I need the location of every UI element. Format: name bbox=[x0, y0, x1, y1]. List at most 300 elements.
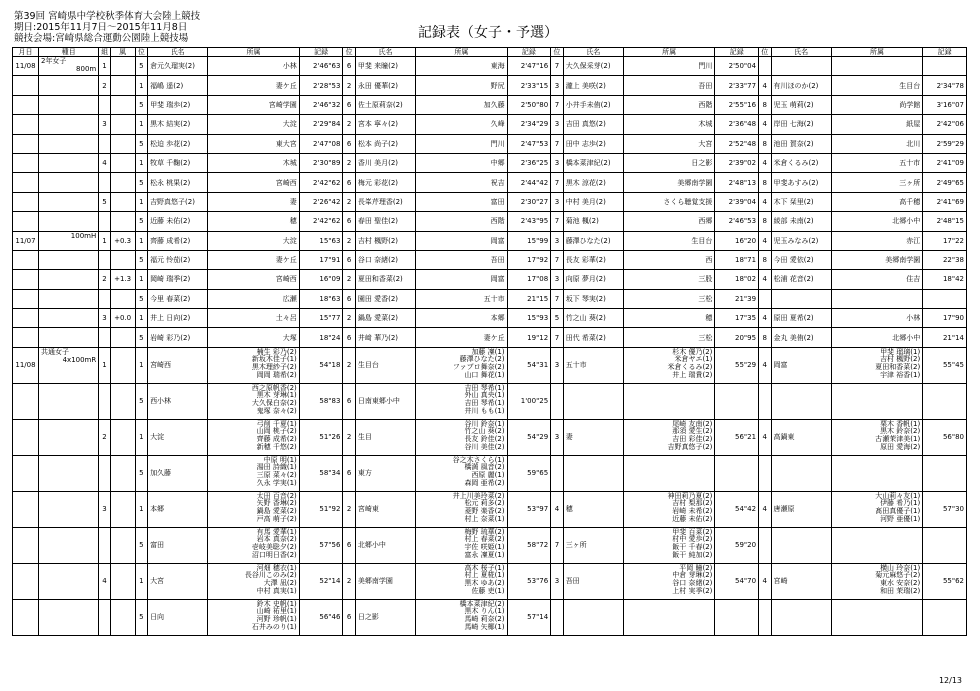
relay-row bbox=[13, 563, 967, 599]
relay-row bbox=[13, 491, 967, 527]
athlete-name: 吉村 楓野(2) bbox=[355, 231, 415, 250]
relay-member: 岩本 真奈(2) bbox=[256, 535, 297, 544]
athlete-name: 園田 愛香(2) bbox=[355, 289, 415, 308]
school-name: 小林 bbox=[208, 57, 299, 76]
record-cell: 58"34 bbox=[299, 455, 343, 491]
school-name: 妻ケ丘 bbox=[208, 250, 299, 269]
event-cell bbox=[38, 419, 98, 455]
team-members bbox=[208, 419, 299, 455]
team-members bbox=[416, 419, 507, 455]
record-cell: 3'16"07 bbox=[923, 95, 967, 114]
result-row bbox=[13, 173, 967, 192]
heat-cell bbox=[99, 527, 110, 563]
school-name: 三ヶ所 bbox=[831, 173, 922, 192]
wind-cell bbox=[110, 563, 135, 599]
wind-cell bbox=[110, 57, 135, 76]
relay-member: 新穂 千悠(2) bbox=[256, 442, 297, 451]
place-cell: 5 bbox=[135, 95, 147, 114]
relay-member: 馬崎 莉奈(2) bbox=[464, 615, 505, 624]
school-name bbox=[831, 57, 922, 76]
date-cell bbox=[13, 115, 39, 134]
place-cell: 7 bbox=[551, 173, 563, 192]
heat-cell: 2 bbox=[99, 76, 110, 95]
team-name: 日向 bbox=[148, 599, 208, 635]
team-members bbox=[208, 383, 299, 419]
result-row bbox=[13, 192, 967, 211]
date-cell bbox=[13, 76, 39, 95]
place-cell: 6 bbox=[343, 173, 355, 192]
place-cell: 4 bbox=[551, 491, 563, 527]
relay-member: 大澤 凪(2) bbox=[263, 579, 297, 588]
relay-member: 井上 瑞貴(2) bbox=[672, 370, 713, 379]
record-cell: 54"18 bbox=[299, 347, 343, 383]
wind-cell bbox=[110, 455, 135, 491]
column-header: 氏名 bbox=[771, 48, 831, 57]
place-cell: 1 bbox=[135, 76, 147, 95]
record-cell: 20"95 bbox=[715, 328, 759, 347]
heat-cell bbox=[99, 289, 110, 308]
place-cell: 3 bbox=[551, 231, 563, 250]
record-cell: 2'33"15 bbox=[507, 76, 551, 95]
team-name: 本郷 bbox=[148, 491, 208, 527]
relay-member: 尾崎 友南(2) bbox=[672, 419, 713, 428]
record-cell: 2'50"04 bbox=[715, 57, 759, 76]
school-name: 本郷 bbox=[416, 309, 507, 328]
column-header: 記録 bbox=[299, 48, 343, 57]
relay-member: 谷口 奈緒(2) bbox=[672, 579, 713, 588]
meet-header bbox=[14, 11, 200, 44]
place-cell: 4 bbox=[759, 309, 771, 328]
team-name: 生目 bbox=[355, 419, 415, 455]
event-cell bbox=[38, 231, 98, 250]
relay-member: 梅野 琉華(2) bbox=[464, 527, 505, 536]
heat-cell: 1 bbox=[99, 57, 110, 76]
heat-cell bbox=[99, 328, 110, 347]
column-header: 位 bbox=[135, 48, 147, 57]
place-cell: 1 bbox=[135, 309, 147, 328]
heat-cell bbox=[99, 173, 110, 192]
result-row bbox=[13, 289, 967, 308]
place-cell: 3 bbox=[551, 192, 563, 211]
place-cell: 4 bbox=[759, 192, 771, 211]
athlete-name: 甲斐 瑞歩(2) bbox=[148, 95, 208, 114]
date-cell bbox=[13, 419, 39, 455]
athlete-name: 池田 賀奈(2) bbox=[771, 134, 831, 153]
wind-cell bbox=[110, 76, 135, 95]
team-members bbox=[623, 419, 714, 455]
athlete-name: 大久保采芽(2) bbox=[563, 57, 623, 76]
date-cell bbox=[13, 173, 39, 192]
athlete-name: 原田 夏希(2) bbox=[771, 309, 831, 328]
column-header: 種目 bbox=[38, 48, 98, 57]
record-cell bbox=[923, 57, 967, 76]
school-name: 妻 bbox=[208, 192, 299, 211]
record-cell: 54"31 bbox=[507, 347, 551, 383]
record-cell: 58"72 bbox=[507, 527, 551, 563]
team-name: 加久藤 bbox=[148, 455, 208, 491]
record-cell: 18"63 bbox=[299, 289, 343, 308]
relay-member: 山岡 桃子(2) bbox=[256, 427, 297, 436]
athlete-name: 吉野真悠子(2) bbox=[148, 192, 208, 211]
event-cell bbox=[38, 563, 98, 599]
team-name bbox=[771, 599, 831, 635]
result-row bbox=[13, 250, 967, 269]
school-name: 西郷 bbox=[623, 212, 714, 231]
relay-member: 河畑 穂衣(1) bbox=[256, 563, 297, 572]
athlete-name: 松迫 歩花(2) bbox=[148, 134, 208, 153]
relay-member: 河野 亜優(1) bbox=[880, 514, 921, 523]
relay-member: 壱岐美聡夕(2) bbox=[251, 543, 297, 552]
relay-member: 村中 愛歩(2) bbox=[672, 535, 713, 544]
relay-member: 谷川 美佳(2) bbox=[464, 442, 505, 451]
record-cell: 2'55"16 bbox=[715, 95, 759, 114]
relay-row bbox=[13, 419, 967, 455]
relay-member: 岡岡 瑞希(2) bbox=[256, 370, 297, 379]
date-cell: 11/08 bbox=[13, 347, 39, 383]
place-cell: 1 bbox=[135, 231, 147, 250]
record-cell: 2'41"69 bbox=[923, 192, 967, 211]
meet-name: 第39回 宮崎県中学校秋季体育大会陸上競技 bbox=[14, 11, 201, 22]
record-cell: 56"21 bbox=[715, 419, 759, 455]
athlete-name: 中村 美月(2) bbox=[563, 192, 623, 211]
school-name: 東海 bbox=[416, 57, 507, 76]
school-name: 西階 bbox=[416, 212, 507, 231]
team-members bbox=[623, 527, 714, 563]
record-cell: 17"91 bbox=[299, 250, 343, 269]
team-members bbox=[208, 599, 299, 635]
place-cell: 5 bbox=[135, 173, 147, 192]
result-row bbox=[13, 57, 967, 76]
record-cell: 2'47"53 bbox=[507, 134, 551, 153]
result-row bbox=[13, 309, 967, 328]
record-cell: 18"71 bbox=[715, 250, 759, 269]
heat-cell bbox=[99, 95, 110, 114]
place-cell: 3 bbox=[551, 153, 563, 172]
column-header: 記録 bbox=[715, 48, 759, 57]
team-name: 唐瀬原 bbox=[771, 491, 831, 527]
record-cell: 55"62 bbox=[923, 563, 967, 599]
athlete-name: 春田 聖佳(2) bbox=[355, 212, 415, 231]
place-cell: 7 bbox=[551, 134, 563, 153]
heat-cell: 5 bbox=[99, 192, 110, 211]
heat-cell: 4 bbox=[99, 153, 110, 172]
record-cell: 52"14 bbox=[299, 563, 343, 599]
event-name: 2年女子 bbox=[40, 57, 67, 65]
column-header: 記録 bbox=[923, 48, 967, 57]
column-header: 氏名 bbox=[148, 48, 208, 57]
wind-cell: +1.3 bbox=[110, 270, 135, 289]
event-cell bbox=[38, 383, 98, 419]
team-members bbox=[831, 419, 922, 455]
relay-member: 大山莉々友(1) bbox=[875, 491, 921, 500]
record-cell: 59"20 bbox=[715, 527, 759, 563]
school-name: 三股 bbox=[623, 270, 714, 289]
event-cell bbox=[38, 289, 98, 308]
relay-member: 上村 実季(2) bbox=[672, 586, 713, 595]
heat-cell bbox=[99, 383, 110, 419]
relay-member: 谷之木さくら(1) bbox=[452, 455, 505, 464]
athlete-name: 長峯芹理香(2) bbox=[355, 192, 415, 211]
school-name: 富田 bbox=[416, 192, 507, 211]
relay-member: 宇佐 咲姫(1) bbox=[464, 543, 505, 552]
place-cell: 3 bbox=[551, 76, 563, 95]
place-cell: 8 bbox=[759, 250, 771, 269]
record-cell: 57"56 bbox=[299, 527, 343, 563]
relay-member: 西之原帆香(2) bbox=[251, 383, 297, 392]
school-name: 久峰 bbox=[416, 115, 507, 134]
relay-member: 長友 鈴佳(2) bbox=[464, 435, 505, 444]
record-cell: 15"63 bbox=[299, 231, 343, 250]
record-cell: 2'46"32 bbox=[299, 95, 343, 114]
place-cell bbox=[759, 57, 771, 76]
column-header: 記録 bbox=[507, 48, 551, 57]
record-cell: 17"22 bbox=[923, 231, 967, 250]
place-cell: 2 bbox=[343, 231, 355, 250]
place-cell: 6 bbox=[343, 328, 355, 347]
athlete-name bbox=[771, 289, 831, 308]
record-cell: 21"14 bbox=[923, 328, 967, 347]
record-cell: 51"26 bbox=[299, 419, 343, 455]
place-cell: 2 bbox=[343, 270, 355, 289]
heat-cell: 3 bbox=[99, 309, 110, 328]
heat-cell: 1 bbox=[99, 231, 110, 250]
relay-member: 中原 明(1) bbox=[263, 455, 297, 464]
event-cell bbox=[38, 328, 98, 347]
wind-cell bbox=[110, 95, 135, 114]
wind-cell bbox=[110, 153, 135, 172]
athlete-name: 金丸 美侑(2) bbox=[771, 328, 831, 347]
school-name: 小林 bbox=[831, 309, 922, 328]
record-cell: 22"38 bbox=[923, 250, 967, 269]
record-cell: 19"12 bbox=[507, 328, 551, 347]
relay-row bbox=[13, 599, 967, 635]
event-cell bbox=[38, 527, 98, 563]
relay-member: 吉田 琴希(1) bbox=[464, 399, 505, 408]
record-cell: 2'46"63 bbox=[299, 57, 343, 76]
column-header: 月日 bbox=[13, 48, 39, 57]
record-cell: 53"76 bbox=[507, 563, 551, 599]
relay-member: 黒木理紗子(2) bbox=[251, 363, 297, 372]
relay-member: 米倉くるみ(2) bbox=[667, 363, 713, 372]
athlete-name: 齊藤 成希(2) bbox=[148, 231, 208, 250]
athlete-name: 岡崎 瑞季(2) bbox=[148, 270, 208, 289]
athlete-name: 田代 希菜(2) bbox=[563, 328, 623, 347]
place-cell: 5 bbox=[551, 309, 563, 328]
record-cell bbox=[923, 599, 967, 635]
place-cell: 4 bbox=[759, 419, 771, 455]
place-cell: 5 bbox=[135, 250, 147, 269]
record-cell: 2'33"77 bbox=[715, 76, 759, 95]
relay-member: 有馬 愛華(1) bbox=[256, 527, 297, 536]
athlete-name: 夏田和香菜(2) bbox=[355, 270, 415, 289]
result-row bbox=[13, 115, 967, 134]
date-cell bbox=[13, 134, 39, 153]
relay-member: 新坂木佳子(1) bbox=[251, 355, 297, 364]
record-cell: 54"70 bbox=[715, 563, 759, 599]
record-cell: 54"42 bbox=[715, 491, 759, 527]
athlete-name: 綾部 未南(2) bbox=[771, 212, 831, 231]
place-cell: 1 bbox=[135, 192, 147, 211]
place-cell: 3 bbox=[551, 563, 563, 599]
place-cell: 1 bbox=[135, 419, 147, 455]
relay-member: ファブロ舞奈(2) bbox=[452, 363, 505, 372]
relay-member: 三原 菜々(2) bbox=[256, 471, 297, 480]
place-cell bbox=[551, 599, 563, 635]
record-cell bbox=[923, 289, 967, 308]
heat-cell bbox=[99, 455, 110, 491]
school-name: 妻ケ丘 bbox=[208, 76, 299, 95]
athlete-name: 橋本菜津紀(2) bbox=[563, 153, 623, 172]
place-cell: 5 bbox=[135, 599, 147, 635]
record-cell: 2'47"16 bbox=[507, 57, 551, 76]
wind-cell bbox=[110, 347, 135, 383]
relay-member: 高木 桜子(1) bbox=[464, 563, 505, 572]
place-cell: 5 bbox=[135, 57, 147, 76]
event-cell bbox=[38, 599, 98, 635]
relay-member: 佐藤 吏(1) bbox=[471, 586, 505, 595]
athlete-name: 近藤 未佑(2) bbox=[148, 212, 208, 231]
relay-member: 吉村 楓野(2) bbox=[880, 355, 921, 364]
relay-member: 橋満 風音(2) bbox=[464, 463, 505, 472]
place-cell: 7 bbox=[551, 289, 563, 308]
event-cell bbox=[38, 491, 98, 527]
team-name: 岡富 bbox=[771, 347, 831, 383]
relay-member: 馬崎 矢椰(1) bbox=[464, 622, 505, 631]
relay-member: 井川 もも(1) bbox=[464, 406, 505, 415]
place-cell bbox=[759, 289, 771, 308]
school-name: 五十市 bbox=[831, 153, 922, 172]
record-cell: 16"20 bbox=[715, 231, 759, 250]
heat-cell: 3 bbox=[99, 491, 110, 527]
school-name: 宮崎学園 bbox=[208, 95, 299, 114]
team-name: 穂 bbox=[563, 491, 623, 527]
relay-member: 谷川 鈴奈(1) bbox=[464, 419, 505, 428]
event-cell bbox=[38, 76, 98, 95]
column-header: 所属 bbox=[831, 48, 922, 57]
school-name: 土々呂 bbox=[208, 309, 299, 328]
athlete-name: 藤澤ひなた(2) bbox=[563, 231, 623, 250]
place-cell: 7 bbox=[551, 328, 563, 347]
relay-member: 鍋島 愛菜(2) bbox=[256, 507, 297, 516]
relay-member: 中村 真実(1) bbox=[256, 586, 297, 595]
team-name: 宮崎 bbox=[771, 563, 831, 599]
school-name: 北郷小中 bbox=[831, 328, 922, 347]
relay-member: 戸高 萌子(2) bbox=[256, 514, 297, 523]
athlete-name: 瀧上 美咲(2) bbox=[563, 76, 623, 95]
relay-row bbox=[13, 527, 967, 563]
record-cell: 51"92 bbox=[299, 491, 343, 527]
relay-member: 菊元麻悠子(2) bbox=[875, 571, 921, 580]
place-cell: 1 bbox=[135, 115, 147, 134]
team-name: 日南東郷小中 bbox=[355, 383, 415, 419]
team-members bbox=[208, 527, 299, 563]
place-cell: 5 bbox=[135, 289, 147, 308]
team-name bbox=[563, 599, 623, 635]
column-header: 所属 bbox=[416, 48, 507, 57]
team-members bbox=[416, 455, 507, 491]
relay-member: 富永 凜夏(1) bbox=[464, 550, 505, 559]
heat-cell: 4 bbox=[99, 563, 110, 599]
school-name: 北郷小中 bbox=[831, 212, 922, 231]
result-row bbox=[13, 153, 967, 172]
team-name: 妻 bbox=[563, 419, 623, 455]
school-name: 吾田 bbox=[623, 76, 714, 95]
column-header: 氏名 bbox=[563, 48, 623, 57]
relay-member: 夏田和香菜(2) bbox=[875, 363, 921, 372]
record-cell: 17"08 bbox=[507, 270, 551, 289]
relay-member: 岩崎 未希(2) bbox=[672, 507, 713, 516]
page-number: 12/13 bbox=[938, 676, 962, 685]
school-name: 大淀 bbox=[208, 231, 299, 250]
team-members bbox=[208, 455, 299, 491]
meet-dates: 期日:2015年11月7日～2015年11月8日 bbox=[14, 22, 188, 33]
record-cell: 15"93 bbox=[507, 309, 551, 328]
relay-member: 吉村 梨那(2) bbox=[672, 499, 713, 508]
record-cell: 2'42"62 bbox=[299, 212, 343, 231]
relay-member: 甲斐 百菜(2) bbox=[672, 527, 713, 536]
athlete-name: 向原 夢月(2) bbox=[563, 270, 623, 289]
record-cell: 2'28"53 bbox=[299, 76, 343, 95]
team-name: 宮崎東 bbox=[355, 491, 415, 527]
team-name: 生目台 bbox=[355, 347, 415, 383]
relay-member: 平岡 瞳(2) bbox=[679, 563, 713, 572]
place-cell: 5 bbox=[135, 134, 147, 153]
relay-member: 甲斐 瑠璃(1) bbox=[880, 347, 921, 356]
relay-member: 齊藤 成希(2) bbox=[256, 435, 297, 444]
athlete-name: 児玉 萌莉(2) bbox=[771, 95, 831, 114]
record-cell: 57"30 bbox=[923, 491, 967, 527]
result-row bbox=[13, 134, 967, 153]
record-cell: 2'42"62 bbox=[299, 173, 343, 192]
heat-cell bbox=[99, 250, 110, 269]
record-cell: 2'36"25 bbox=[507, 153, 551, 172]
relay-row bbox=[13, 383, 967, 419]
relay-member: 黒木 芽琳(1) bbox=[256, 391, 297, 400]
place-cell: 2 bbox=[343, 419, 355, 455]
relay-member: 東水 安奈(2) bbox=[880, 579, 921, 588]
wind-cell bbox=[110, 250, 135, 269]
athlete-name: 木下 栞里(2) bbox=[771, 192, 831, 211]
relay-member: 村上 奈菜(1) bbox=[464, 514, 505, 523]
school-name: 吾田 bbox=[416, 250, 507, 269]
school-name: 東大宮 bbox=[208, 134, 299, 153]
wind-cell: +0.3 bbox=[110, 231, 135, 250]
date-cell bbox=[13, 270, 39, 289]
date-cell bbox=[13, 309, 39, 328]
school-name: 五十市 bbox=[416, 289, 507, 308]
school-name: 生目台 bbox=[623, 231, 714, 250]
record-cell: 18"24 bbox=[299, 328, 343, 347]
school-name: 生目台 bbox=[831, 76, 922, 95]
relay-member: 中倉 芽琳(2) bbox=[672, 571, 713, 580]
athlete-name: 福嶋 遥(2) bbox=[148, 76, 208, 95]
relay-member: 原田 愛海(2) bbox=[880, 442, 921, 451]
record-cell: 17"92 bbox=[507, 250, 551, 269]
team-name bbox=[771, 527, 831, 563]
school-name: 高千穂 bbox=[831, 192, 922, 211]
athlete-name: 松浦 花音(2) bbox=[771, 270, 831, 289]
event-cell bbox=[38, 192, 98, 211]
team-members bbox=[208, 491, 299, 527]
school-name: 穂 bbox=[208, 212, 299, 231]
school-name: 日之影 bbox=[623, 153, 714, 172]
wind-cell: +0.0 bbox=[110, 309, 135, 328]
relay-member: 弓削 千夏(1) bbox=[256, 419, 297, 428]
record-cell: 2'30"89 bbox=[299, 153, 343, 172]
place-cell: 6 bbox=[343, 212, 355, 231]
record-cell: 2'48"15 bbox=[923, 212, 967, 231]
record-cell: 57"14 bbox=[507, 599, 551, 635]
